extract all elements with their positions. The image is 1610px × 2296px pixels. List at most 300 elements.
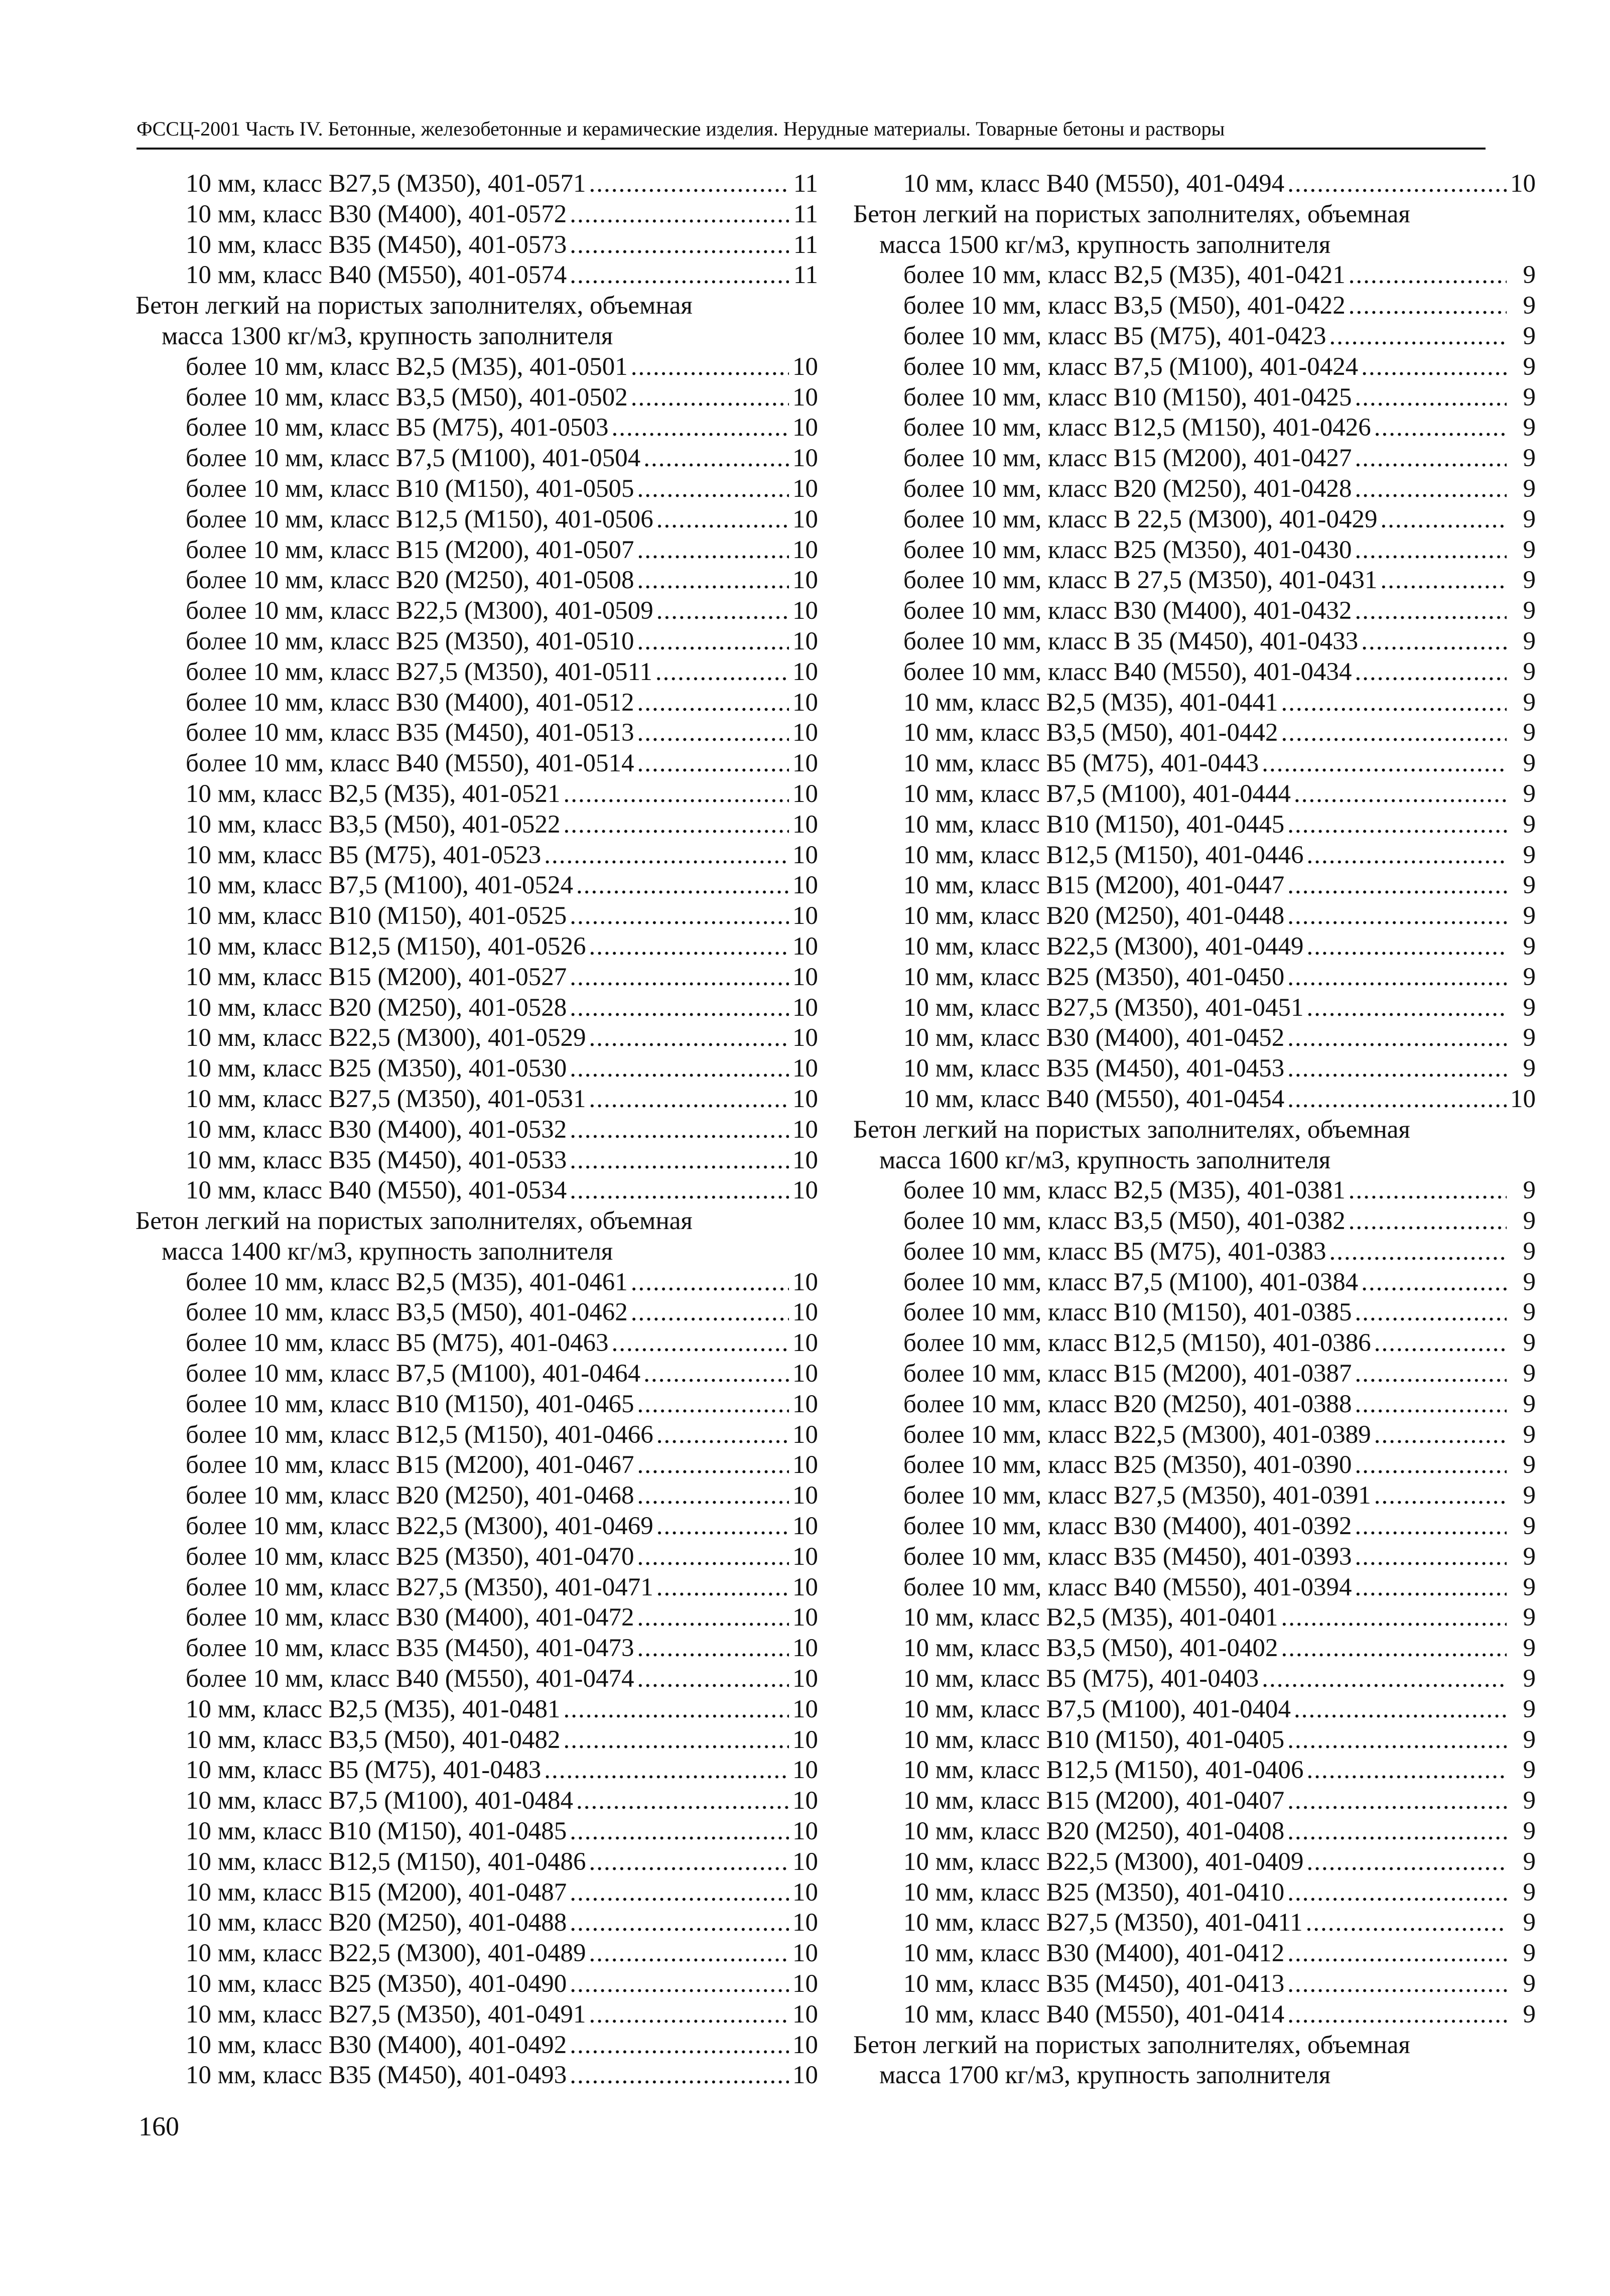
entry-page-number: 10: [792, 1085, 818, 1113]
index-entry: [853, 1572, 1536, 1603]
header-rule: [137, 148, 1486, 150]
entry-label: 10 мм, класс В2,5 (М35), 401-0401: [903, 1603, 1278, 1632]
entry-label: более 10 мм, класс В25 (М350), 401-0510: [186, 627, 634, 655]
dot-leader: [1361, 626, 1507, 657]
entry-page-number: 10: [1510, 1085, 1536, 1113]
index-entry: [136, 535, 818, 566]
entry-page-number: 10: [792, 1512, 818, 1541]
entry-page-number: 9: [1523, 1512, 1536, 1541]
section-heading: масса 1600 кг/м3, крупность заполнителя: [879, 1146, 1331, 1174]
dot-leader: [631, 1267, 789, 1298]
index-entry: [136, 1816, 818, 1847]
dot-leader: [589, 169, 789, 199]
entry-page-number: 9: [1523, 963, 1536, 991]
entry-label: 10 мм, класс В27,5 (М350), 401-0571: [186, 170, 586, 198]
index-entry: [136, 809, 818, 840]
entry-page-number: 10: [792, 1847, 818, 1876]
entry-page-number: 10: [792, 2031, 818, 2059]
entry-page-number: 9: [1523, 474, 1536, 503]
index-entry: [136, 1877, 818, 1908]
dot-leader: [637, 748, 789, 779]
dot-leader: [564, 1725, 789, 1755]
entry-page-number: 10: [792, 1665, 818, 1693]
entry-page-number: 10: [792, 1268, 818, 1296]
entry-label: более 10 мм, класс В35 (М450), 401-0513: [186, 719, 634, 747]
dot-leader: [637, 688, 789, 718]
index-entry: [853, 1664, 1536, 1694]
entry-page-number: 10: [792, 1329, 818, 1358]
index-entry: [136, 1694, 818, 1725]
dot-leader: [1307, 931, 1507, 962]
index-column-right: [853, 169, 1536, 2091]
entry-page-number: 10: [792, 474, 818, 503]
index-entry: [136, 1602, 818, 1633]
index-entry: [853, 443, 1536, 474]
dot-leader: [564, 809, 789, 840]
entry-page-number: 11: [793, 170, 818, 198]
entry-page-number: 10: [792, 1634, 818, 1663]
entry-page-number: 11: [793, 261, 818, 290]
entry-page-number: 10: [792, 2061, 818, 2090]
entry-page-number: 9: [1523, 1451, 1536, 1479]
index-entry: [136, 1908, 818, 1938]
entry-page-number: 10: [1510, 170, 1536, 198]
entry-label: более 10 мм, класс В25 (М350), 401-0430: [903, 535, 1352, 564]
entry-label: 10 мм, класс В27,5 (М350), 401-0531: [186, 1085, 586, 1113]
entry-label: 10 мм, класс В30 (М400), 401-0452: [903, 1024, 1285, 1052]
index-entry: [136, 596, 818, 626]
dot-leader: [1355, 657, 1507, 688]
index-entry: [853, 1511, 1536, 1542]
dot-leader: [589, 1847, 789, 1877]
entry-page-number: 9: [1523, 1542, 1536, 1571]
section-heading: Бетон легкий на пористых заполнителях, объемная: [853, 1115, 1410, 1144]
entry-label: более 10 мм, класс В3,5 (М50), 401-0422: [903, 292, 1346, 320]
entry-page-number: 11: [793, 230, 818, 259]
entry-label: 10 мм, класс В20 (М250), 401-0528: [186, 993, 567, 1022]
dot-leader: [576, 870, 789, 901]
dot-leader: [1355, 1389, 1507, 1420]
section-heading: масса 1400 кг/м3, крупность заполнителя: [162, 1237, 613, 1266]
entry-page-number: 9: [1523, 1573, 1536, 1601]
dot-leader: [570, 1816, 789, 1847]
entry-page-number: 9: [1523, 1695, 1536, 1723]
entry-page-number: 9: [1523, 1360, 1536, 1388]
entry-label: более 10 мм, класс В12,5 (М150), 401-0466: [186, 1420, 653, 1449]
dot-leader: [631, 1297, 789, 1328]
section-heading: Бетон легкий на пористых заполнителях, объемная: [136, 292, 693, 320]
entry-page-number: 9: [1523, 1207, 1536, 1236]
index-entry: [853, 260, 1536, 291]
dot-leader: [1287, 1816, 1507, 1847]
dot-leader: [1287, 962, 1507, 993]
index-entry: [136, 1969, 818, 1999]
entry-label: 10 мм, класс В22,5 (М300), 401-0529: [186, 1024, 586, 1052]
dot-leader: [570, 1053, 789, 1084]
index-entry: [136, 199, 818, 230]
entry-label: 10 мм, класс В27,5 (М350), 401-0491: [186, 2000, 586, 2029]
entry-label: более 10 мм, класс В22,5 (М300), 401-0509: [186, 597, 653, 625]
entry-label: более 10 мм, класс В20 (М250), 401-0428: [903, 474, 1352, 503]
entry-page-number: 9: [1523, 261, 1536, 290]
dot-leader: [637, 1389, 789, 1420]
entry-page-number: 10: [792, 1542, 818, 1571]
index-entry: [136, 1755, 818, 1786]
entry-page-number: 9: [1523, 414, 1536, 442]
entry-page-number: 9: [1523, 597, 1536, 625]
dot-leader: [589, 1938, 789, 1969]
section-heading: Бетон легкий на пористых заполнителях, объемная: [136, 1207, 693, 1236]
index-entry: [136, 657, 818, 688]
entry-label: 10 мм, класс В27,5 (М350), 401-0451: [903, 993, 1304, 1022]
dot-leader: [1355, 1450, 1507, 1480]
entry-page-number: 9: [1523, 1268, 1536, 1296]
index-entry: [853, 1053, 1536, 1084]
index-entry: [853, 169, 1536, 199]
entry-page-number: 9: [1523, 1024, 1536, 1052]
index-entry: [136, 1267, 818, 1298]
entry-label: 10 мм, класс В10 (М150), 401-0445: [903, 810, 1285, 839]
index-entry: [853, 626, 1536, 657]
dot-leader: [1374, 1328, 1507, 1359]
page-number: 160: [139, 2111, 179, 2141]
dot-leader: [612, 413, 789, 443]
entry-page-number: 10: [792, 566, 818, 595]
entry-page-number: 9: [1523, 1603, 1536, 1632]
dot-leader: [576, 1786, 789, 1816]
entry-page-number: 10: [792, 1878, 818, 1907]
dot-leader: [589, 931, 789, 962]
index-entry: [136, 748, 818, 779]
index-entry: [136, 779, 818, 809]
entry-label: более 10 мм, класс В30 (М400), 401-0472: [186, 1603, 634, 1632]
dot-leader: [564, 1694, 789, 1725]
entry-page-number: 10: [792, 871, 818, 900]
entry-page-number: 11: [793, 200, 818, 228]
index-entry: [853, 718, 1536, 748]
dot-leader: [637, 1450, 789, 1480]
dot-leader: [656, 1572, 789, 1603]
entry-label: более 10 мм, класс В3,5 (М50), 401-0462: [186, 1298, 628, 1327]
entry-label: более 10 мм, класс В 22,5 (М300), 401-0429: [903, 505, 1378, 533]
entry-page-number: 10: [792, 1024, 818, 1052]
entry-label: более 10 мм, класс В2,5 (М35), 401-0461: [186, 1268, 628, 1296]
entry-label: 10 мм, класс В15 (М200), 401-0487: [186, 1878, 567, 1907]
dot-leader: [1361, 1267, 1507, 1298]
entry-page-number: 9: [1523, 1420, 1536, 1449]
dot-leader: [570, 1175, 789, 1206]
entry-page-number: 9: [1523, 1329, 1536, 1358]
entry-page-number: 9: [1523, 657, 1536, 686]
dot-leader: [1281, 688, 1507, 718]
entry-page-number: 9: [1523, 1176, 1536, 1205]
entry-label: 10 мм, класс В2,5 (М35), 401-0441: [903, 688, 1278, 717]
index-entry: [136, 870, 818, 901]
index-entry: [136, 1175, 818, 1206]
entry-label: 10 мм, класс В5 (М75), 401-0403: [903, 1665, 1259, 1693]
entry-page-number: 10: [792, 1420, 818, 1449]
entry-label: более 10 мм, класс В30 (М400), 401-0512: [186, 688, 634, 717]
index-entry: [136, 901, 818, 931]
entry-page-number: 9: [1523, 1878, 1536, 1907]
entry-label: более 10 мм, класс В25 (М350), 401-0390: [903, 1451, 1352, 1479]
entry-label: более 10 мм, класс В12,5 (М150), 401-0506: [186, 505, 653, 533]
entry-label: 10 мм, класс В35 (М450), 401-0493: [186, 2061, 567, 2090]
dot-leader: [1287, 1023, 1507, 1053]
index-entry: [136, 1328, 818, 1359]
entry-label: 10 мм, класс В20 (М250), 401-0488: [186, 1909, 567, 1937]
entry-page-number: 9: [1523, 627, 1536, 655]
dot-leader: [656, 596, 789, 626]
index-entry: [136, 169, 818, 199]
entry-label: более 10 мм, класс В15 (М200), 401-0467: [186, 1451, 634, 1479]
index-entry: [853, 1847, 1536, 1877]
index-entry: [136, 962, 818, 993]
dot-leader: [656, 1511, 789, 1542]
entry-page-number: 10: [792, 719, 818, 747]
index-column-left: [136, 169, 818, 2091]
dot-leader: [1329, 1237, 1507, 1267]
entry-page-number: 10: [792, 993, 818, 1022]
dot-leader: [1281, 1633, 1507, 1664]
entry-label: более 10 мм, класс В35 (М450), 401-0393: [903, 1542, 1352, 1571]
dot-leader: [570, 1908, 789, 1938]
entry-label: 10 мм, класс В35 (М450), 401-0533: [186, 1146, 567, 1174]
index-entry: [853, 1542, 1536, 1572]
index-entry: [136, 1450, 818, 1480]
dot-leader: [1287, 1969, 1507, 1999]
entry-page-number: 9: [1523, 1298, 1536, 1327]
entry-label: 10 мм, класс В7,5 (М100), 401-0444: [903, 779, 1291, 808]
entry-label: 10 мм, класс В12,5 (М150), 401-0446: [903, 841, 1304, 869]
dot-leader: [570, 230, 789, 260]
dot-leader: [570, 199, 789, 230]
dot-leader: [1307, 1847, 1507, 1877]
entry-page-number: 9: [1523, 322, 1536, 350]
index-entry: [136, 718, 818, 748]
entry-label: более 10 мм, класс В30 (М400), 401-0392: [903, 1512, 1352, 1541]
entry-label: более 10 мм, класс В 35 (М450), 401-0433: [903, 627, 1359, 655]
dot-leader: [1381, 504, 1507, 535]
dot-leader: [1287, 169, 1507, 199]
entry-page-number: 10: [792, 688, 818, 717]
entry-label: более 10 мм, класс В35 (М450), 401-0473: [186, 1634, 634, 1663]
entry-page-number: 10: [792, 749, 818, 778]
entry-page-number: 9: [1523, 352, 1536, 381]
entry-page-number: 10: [792, 444, 818, 473]
entry-page-number: 10: [792, 1695, 818, 1723]
dot-leader: [637, 474, 789, 504]
index-entry: [853, 321, 1536, 352]
dot-leader: [564, 779, 789, 809]
index-entry: [136, 413, 818, 443]
index-entry: [136, 626, 818, 657]
index-entry: [136, 1786, 818, 1816]
dot-leader: [1306, 1908, 1507, 1938]
dot-leader: [1355, 1359, 1507, 1389]
section-heading: масса 1700 кг/м3, крупность заполнителя: [879, 2061, 1331, 2090]
entry-page-number: 9: [1523, 2000, 1536, 2029]
entry-page-number: 9: [1523, 1725, 1536, 1754]
index-entry: [136, 993, 818, 1023]
entry-label: более 10 мм, класс В5 (М75), 401-0463: [186, 1329, 609, 1358]
index-entry: [853, 870, 1536, 901]
entry-label: 10 мм, класс В15 (М200), 401-0527: [186, 963, 567, 991]
index-entry: [853, 1297, 1536, 1328]
entry-label: 10 мм, класс В7,5 (М100), 401-0404: [903, 1695, 1291, 1723]
entry-label: более 10 мм, класс В7,5 (М100), 401-0504: [186, 444, 641, 473]
index-entry: [853, 352, 1536, 382]
entry-label: 10 мм, класс В7,5 (М100), 401-0524: [186, 871, 573, 900]
dot-leader: [570, 2060, 789, 2091]
index-entry: [136, 382, 818, 413]
entry-page-number: 9: [1523, 1390, 1536, 1418]
dot-leader: [1287, 1786, 1507, 1816]
dot-leader: [1355, 1297, 1507, 1328]
entry-label: 10 мм, класс В40 (М550), 401-0534: [186, 1176, 567, 1205]
entry-label: более 10 мм, класс В 27,5 (М350), 401-0431: [903, 566, 1378, 595]
entry-label: более 10 мм, класс В15 (М200), 401-0427: [903, 444, 1352, 473]
dot-leader: [1287, 1053, 1507, 1084]
dot-leader: [1349, 291, 1507, 321]
entry-page-number: 10: [792, 1390, 818, 1418]
entry-page-number: 9: [1523, 1817, 1536, 1846]
entry-label: более 10 мм, класс В20 (М250), 401-0468: [186, 1481, 634, 1510]
dot-leader: [570, 260, 789, 291]
index-entry: [136, 2060, 818, 2091]
entry-label: 10 мм, класс В30 (М400), 401-0412: [903, 1939, 1285, 1968]
dot-leader: [643, 1359, 789, 1389]
entry-page-number: 10: [792, 779, 818, 808]
entry-page-number: 9: [1523, 688, 1536, 717]
entry-page-number: 9: [1523, 292, 1536, 320]
entry-page-number: 9: [1523, 535, 1536, 564]
entry-page-number: 10: [792, 505, 818, 533]
entry-label: более 10 мм, класс В25 (М350), 401-0470: [186, 1542, 634, 1571]
index-entry: [853, 1602, 1536, 1633]
dot-leader: [1355, 1542, 1507, 1572]
dot-leader: [1287, 809, 1507, 840]
entry-label: 10 мм, класс В10 (М150), 401-0485: [186, 1817, 567, 1846]
dot-leader: [612, 1328, 789, 1359]
index-entry: [136, 1389, 818, 1420]
index-entry: [853, 1633, 1536, 1664]
index-entry: [853, 1816, 1536, 1847]
entry-page-number: 10: [792, 383, 818, 412]
index-entry: [136, 1999, 818, 2030]
index-entry: [136, 1115, 818, 1145]
dot-leader: [570, 1969, 789, 1999]
index-entry: [136, 1664, 818, 1694]
entry-page-number: 10: [792, 1115, 818, 1144]
dot-leader: [643, 443, 789, 474]
entry-page-number: 9: [1523, 719, 1536, 747]
entry-page-number: 9: [1523, 749, 1536, 778]
index-entry: [853, 1938, 1536, 1969]
index-entry: [853, 565, 1536, 596]
index-entry: [136, 504, 818, 535]
entry-label: более 10 мм, класс В22,5 (М300), 401-0389: [903, 1420, 1371, 1449]
entry-label: 10 мм, класс В3,5 (М50), 401-0402: [903, 1634, 1278, 1663]
index-entry: [136, 1542, 818, 1572]
dot-leader: [637, 1480, 789, 1511]
entry-page-number: 10: [792, 2000, 818, 2029]
entry-page-number: 9: [1523, 932, 1536, 961]
entry-label: 10 мм, класс В3,5 (М50), 401-0442: [903, 719, 1278, 747]
entry-label: 10 мм, класс В5 (М75), 401-0523: [186, 841, 542, 869]
index-entry: [853, 1359, 1536, 1389]
entry-page-number: 10: [792, 810, 818, 839]
entry-page-number: 9: [1523, 444, 1536, 473]
entry-page-number: 10: [792, 841, 818, 869]
dot-leader: [631, 352, 789, 382]
dot-leader: [1287, 870, 1507, 901]
dot-leader: [1374, 1420, 1507, 1450]
dot-leader: [1349, 1206, 1507, 1237]
entry-label: 10 мм, класс В15 (М200), 401-0407: [903, 1787, 1285, 1815]
entry-page-number: 10: [792, 1451, 818, 1479]
entry-page-number: 9: [1523, 1970, 1536, 1998]
entry-page-number: 9: [1523, 1909, 1536, 1937]
dot-leader: [1262, 748, 1507, 779]
dot-leader: [544, 1755, 789, 1786]
dot-leader: [1262, 1664, 1507, 1694]
index-entry: [853, 1420, 1536, 1450]
index-entry: [853, 688, 1536, 718]
dot-leader: [570, 962, 789, 993]
dot-leader: [1281, 1602, 1507, 1633]
entry-label: более 10 мм, класс В2,5 (М35), 401-0501: [186, 352, 628, 381]
entry-page-number: 10: [792, 627, 818, 655]
entry-page-number: 10: [792, 902, 818, 930]
index-entry: [136, 260, 818, 291]
dot-leader: [570, 1877, 789, 1908]
entry-page-number: 9: [1523, 871, 1536, 900]
entry-page-number: 10: [792, 597, 818, 625]
entry-label: 10 мм, класс В35 (М450), 401-0413: [903, 1970, 1285, 1998]
entry-label: более 10 мм, класс В7,5 (М100), 401-0424: [903, 352, 1359, 381]
index-entry: [136, 1420, 818, 1450]
entry-page-number: 10: [792, 1573, 818, 1601]
entry-page-number: 9: [1523, 1787, 1536, 1815]
index-entry: [853, 413, 1536, 443]
index-entry: [136, 474, 818, 504]
index-entry: [136, 688, 818, 718]
dot-leader: [1307, 1755, 1507, 1786]
index-entry: [853, 291, 1536, 321]
entry-label: более 10 мм, класс В3,5 (М50), 401-0502: [186, 383, 628, 412]
index-entry: [853, 993, 1536, 1023]
entry-label: 10 мм, класс В25 (М350), 401-0490: [186, 1970, 567, 1998]
index-entry: [853, 962, 1536, 993]
entry-label: более 10 мм, класс В10 (М150), 401-0385: [903, 1298, 1352, 1327]
section-heading: Бетон легкий на пористых заполнителях, объемная: [853, 2031, 1410, 2059]
dot-leader: [1307, 993, 1507, 1023]
index-entry: [136, 230, 818, 260]
entry-page-number: 9: [1523, 1237, 1536, 1266]
dot-leader: [570, 2030, 789, 2061]
index-entry: [853, 1328, 1536, 1359]
entry-label: 10 мм, класс В30 (М400), 401-0492: [186, 2031, 567, 2059]
dot-leader: [1294, 1694, 1507, 1725]
dot-leader: [570, 1115, 789, 1145]
entry-label: 10 мм, класс В12,5 (М150), 401-0526: [186, 932, 586, 961]
entry-page-number: 9: [1523, 1054, 1536, 1083]
entry-label: более 10 мм, класс В5 (М75), 401-0383: [903, 1237, 1326, 1266]
index-entry: [136, 931, 818, 962]
entry-label: 10 мм, класс В20 (М250), 401-0408: [903, 1817, 1285, 1846]
index-entry: [853, 1175, 1536, 1206]
